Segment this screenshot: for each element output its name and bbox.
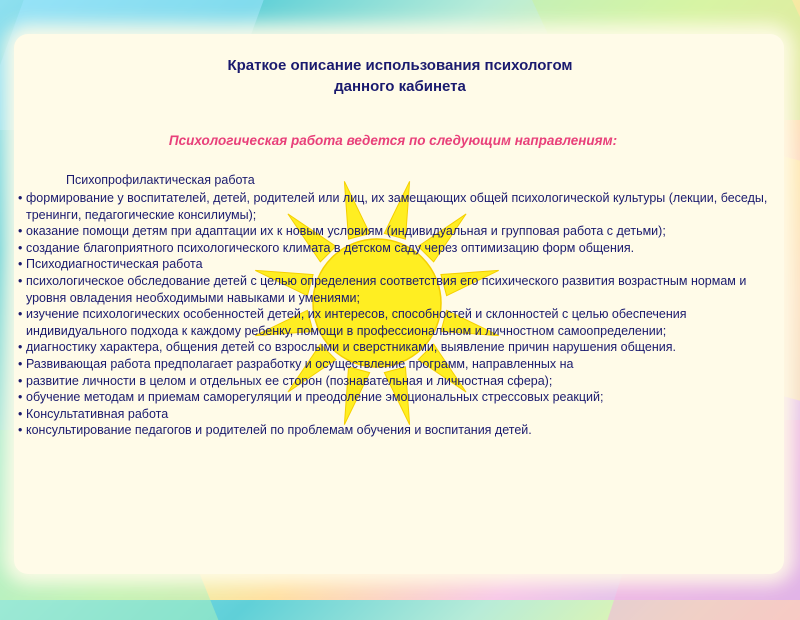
list-item: • формирование у воспитателей, детей, родителей или лиц, их замещающих общей психологической культуры (лекции, беседы, тренинги, педагогические консилиумы); bbox=[18, 190, 768, 223]
list-item: • психологическое обследование детей с целью определения соответствия его психического развития возрастным нормам и уровня овладения необходимыми навыками и умениями; bbox=[18, 273, 768, 306]
section-title: Психопрофилактическая работа bbox=[66, 173, 255, 187]
list-item: • Консультативная работа bbox=[18, 406, 768, 423]
list-item: • Психодиагностическая работа bbox=[18, 256, 768, 273]
subtitle: Психологическая работа ведется по следующим направлениям: bbox=[168, 133, 618, 148]
title-line-1: Краткое описание использования психологом bbox=[227, 57, 573, 74]
list-item: • Развивающая работа предполагает разработку и осуществление программ, направленных на bbox=[18, 356, 768, 373]
list-item: • развитие личности в целом и отдельных ее сторон (познавательная и личностная сфера); bbox=[18, 373, 768, 390]
page-title bbox=[0, 55, 800, 97]
list-item: • диагностику характера, общения детей со взрослыми и сверстниками, выявление причин нарушения общения. bbox=[18, 339, 768, 356]
list-item: • консультирование педагогов и родителей по проблемам обучения и воспитания детей. bbox=[18, 422, 768, 439]
title-line-2: данного кабинета bbox=[334, 78, 466, 95]
list-item: • изучение психологических особенностей детей, их интересов, способностей и склонностей с целью обеспечения индивидуального подхода к каждому ребенку, помощи в профессиональном и личностном самоопределении; bbox=[18, 306, 768, 339]
directions-list bbox=[18, 190, 768, 439]
list-item: • оказание помощи детям при адаптации их к новым условиям (индивидуальная и групповая работа с детьми); bbox=[18, 223, 768, 240]
list-item: • обучение методам и приемам саморегуляции и преодоление эмоциональных стрессовых реакций; bbox=[18, 389, 768, 406]
list-item: • создание благоприятного психологического климата в детском саду через оптимизацию форм общения. bbox=[18, 240, 768, 257]
